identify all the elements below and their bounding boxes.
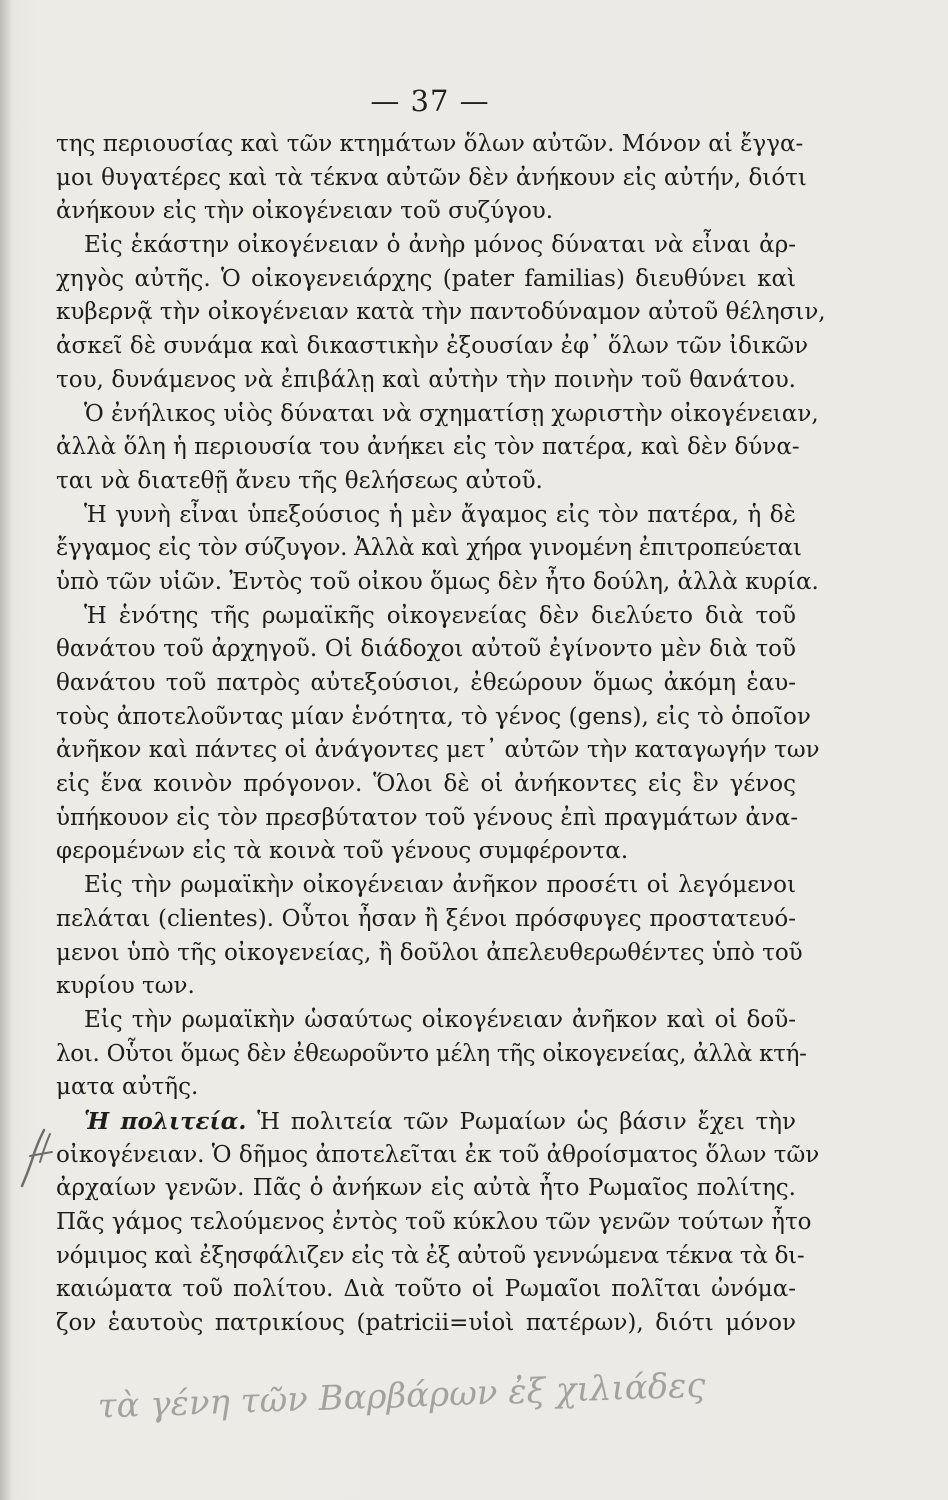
- section-heading-line: [56, 1105, 796, 1139]
- text-line: εἰς ἕνα κοινὸν πρόγονον. Ὅλοι δὲ οἱ ἀνήκοντες εἰς ἓν γένος: [56, 771, 796, 798]
- text-line: μοι θυγατέρες καὶ τὰ τέκνα αὐτῶν δὲν ἀνήκουν εἰς αὐτήν, διότι: [56, 164, 807, 191]
- section-first-line: Ἡ πολιτεία τῶν Ρωμαίων ὡς βάσιν ἔχει τὴν: [257, 1108, 797, 1135]
- section-label: Ἡ πολιτεία.: [84, 1107, 247, 1135]
- text-line: ἀσκεῖ δὲ συνάμα καὶ δικαστικὴν ἐξουσίαν ἐφ᾽ ὅλων τῶν ἰδικῶν: [56, 333, 809, 360]
- text-line: καιώματα τοῦ πολίτου. Διὰ τοῦτο οἱ Ρωμαῖοι πολῖται ὠνόμα-: [56, 1276, 796, 1303]
- text-line: νόμιμος καὶ ἐξησφάλιζεν εἰς τὰ ἐξ αὐτοῦ γεννώμενα τέκνα τὰ δι-: [56, 1242, 805, 1269]
- margin-pencil-mark: [14, 1126, 58, 1196]
- page-number: — 37 —: [370, 84, 490, 118]
- text-line: χηγὸς αὐτῆς. Ὁ οἰκογενειάρχης (pater familias) διευθύνει καὶ: [56, 265, 796, 292]
- text-line: Ἡ γυνὴ εἶναι ὑπεξούσιος ἡ μὲν ἄγαμος εἰς τὸν πατέρα, ἡ δὲ: [84, 501, 796, 528]
- text-line: μενοι ὑπὸ τῆς οἰκογενείας, ἢ δοῦλοι ἀπελευθερωθέντες ὑπὸ τοῦ: [56, 939, 803, 966]
- text-line: φερομένων εἰς τὰ κοινὰ τοῦ γένους συμφέροντα.: [56, 838, 629, 865]
- text-line: ται νὰ διατεθῇ ἄνευ τῆς θελήσεως αὐτοῦ.: [56, 467, 543, 494]
- text-line: του, δυνάμενος νὰ ἐπιβάλῃ καὶ αὐτὴν τὴν ποινὴν τοῦ θανάτου.: [56, 366, 796, 393]
- text-line: θανάτου τοῦ ἀρχηγοῦ. Οἱ διάδοχοι αὐτοῦ ἐγίνοντο μὲν διὰ τοῦ: [56, 636, 796, 663]
- text-line: ὑπὸ τῶν υἱῶν. Ἐντὸς τοῦ οἰκου ὅμως δὲν ἦτο δούλη, ἀλλὰ κυρία.: [56, 568, 819, 595]
- text-line: Ἡ ἑνότης τῆς ρωμαϊκῆς οἰκογενείας δὲν διελύετο διὰ τοῦ: [84, 602, 796, 629]
- text-line: ἀρχαίων γενῶν. Πᾶς ὁ ἀνήκων εἰς αὐτὰ ἦτο Ρωμαῖος πολίτης.: [56, 1175, 796, 1202]
- text-line: ζον ἑαυτοὺς πατρικίους (patricii=υἱοὶ πατέρων), διότι μόνον: [56, 1310, 796, 1337]
- text-line: ματα αὐτῆς.: [56, 1074, 199, 1101]
- text-line: πελάται (clientes). Οὗτοι ἦσαν ἢ ξένοι πρόσφυγες προστατευό-: [56, 905, 796, 932]
- text-line: Εἰς ἑκάστην οἰκογένειαν ὁ ἀνὴρ μόνος δύναται νὰ εἶναι ἀρ-: [84, 232, 796, 259]
- page-binding-shadow: [0, 0, 10, 1500]
- text-line: Εἰς τὴν ρωμαϊκὴν ὡσαύτως οἰκογένειαν ἀνῆκον καὶ οἱ δοῦ-: [84, 1006, 796, 1033]
- text-line: οἰκογένειαν. Ὁ δῆμος ἀποτελεῖται ἐκ τοῦ ἀθροίσματος ὅλων τῶν: [56, 1141, 820, 1168]
- text-line: ἀνῆκον καὶ πάντες οἱ ἀνάγοντες μετ᾽ αὐτῶν τὴν καταγωγήν των: [56, 737, 820, 764]
- text-line: κυβερνᾷ τὴν οἰκογένειαν κατὰ τὴν παντοδύναμον αὐτοῦ θέλησιν,: [56, 299, 826, 326]
- text-line: ὑπήκουον εἰς τὸν πρεσβύτατον τοῦ γένους ἐπὶ πραγμάτων ἀνα-: [56, 804, 799, 831]
- text-line: ἀλλὰ ὅλη ἡ περιουσία του ἀνήκει εἰς τὸν πατέρα, καὶ δὲν δύνα-: [56, 434, 800, 461]
- text-line: ἔγγαμος εἰς τὸν σύζυγον. Ἀλλὰ καὶ χήρα γινομένη ἐπιτροπεύεται: [56, 535, 802, 562]
- text-line: Ὁ ἐνήλικος υἱὸς δύναται νὰ σχηματίσῃ χωριστὴν οἰκογένειαν,: [84, 400, 819, 427]
- text-line: Εἰς τὴν ρωμαϊκὴν οἰκογένειαν ἀνῆκον προσέτι οἱ λεγόμενοι: [84, 872, 796, 899]
- text-line: ἀνήκουν εἰς τὴν οἰκογένειαν τοῦ συζύγου.: [56, 198, 554, 225]
- text-line: θανάτου τοῦ πατρὸς αὐτεξούσιοι, ἐθεώρουν ὅμως ἀκόμη ἑαυ-: [56, 670, 796, 696]
- body-text: [56, 128, 826, 1341]
- text-line: τοὺς ἀποτελοῦντας μίαν ἑνότητα, τὸ γένος (gens), εἰς τὸ ὁποῖον: [56, 703, 811, 730]
- text-line: λοι. Οὗτοι ὅμως δὲν ἐθεωροῦντο μέλη τῆς οἰκογενείας, ἀλλὰ κτή-: [56, 1040, 807, 1067]
- handwritten-note: τὰ γένη τῶν Βαρβάρων ἐξ χιλιάδες: [97, 1365, 707, 1427]
- text-line: Πᾶς γάμος τελούμενος ἐντὸς τοῦ κύκλου τῶν γενῶν τούτων ἦτο: [56, 1209, 812, 1235]
- text-line: κυρίου των.: [56, 973, 195, 1000]
- text-line: της περιουσίας καὶ τῶν κτημάτων ὅλων αὐτῶν. Μόνον αἱ ἔγγα-: [56, 131, 804, 157]
